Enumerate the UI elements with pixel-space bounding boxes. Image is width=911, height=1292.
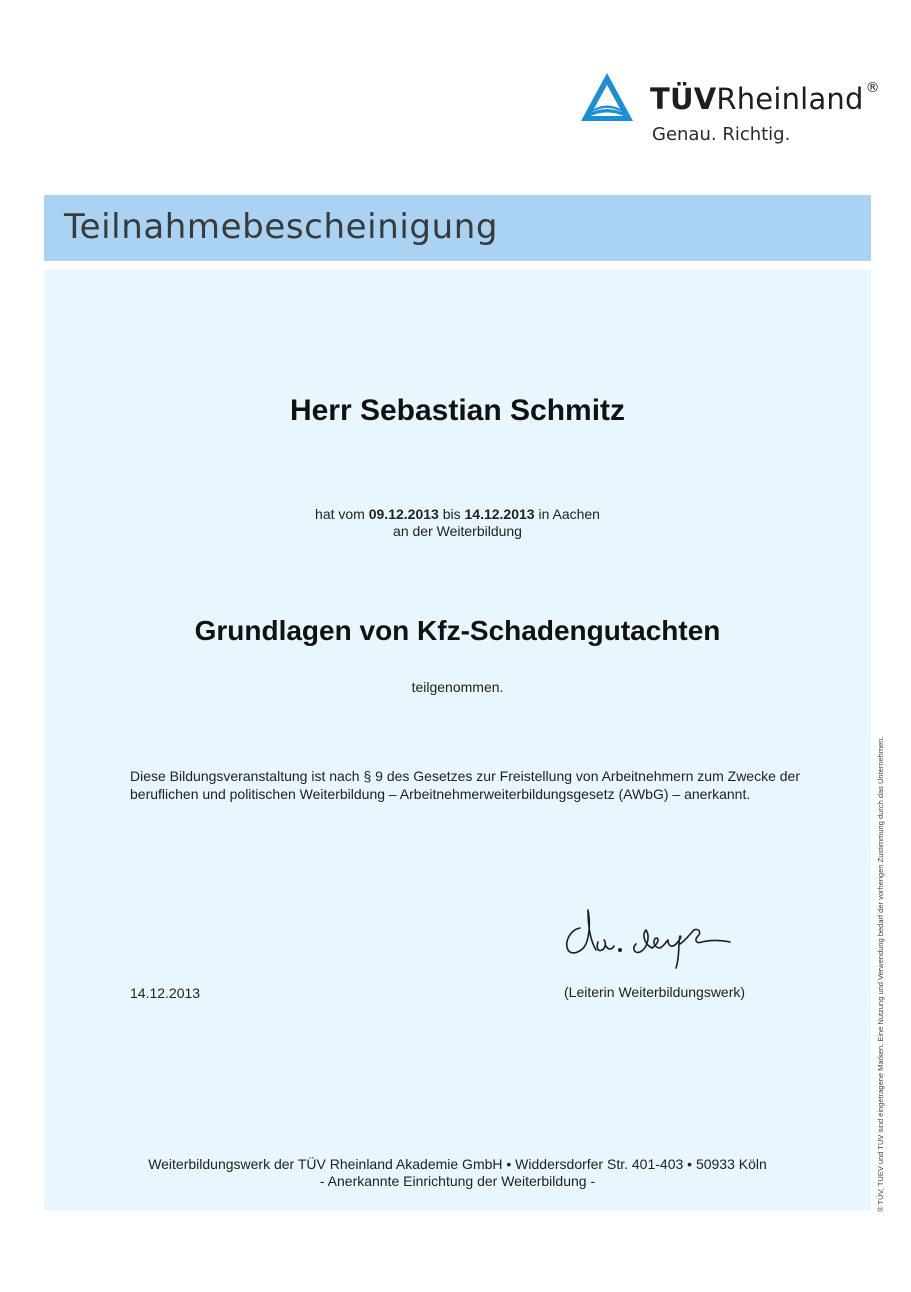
course-period	[44, 506, 871, 540]
brand-suffix: Rheinland	[716, 82, 864, 116]
legal-notice: Diese Bildungsveranstaltung ist nach § 9 des Gesetzes zur Freistellung von Arbeitnehmern zum Zwecke der beruflichen und politischen Weiterbildung – Arbeitnehmerweiterbildungsgesetz (AWbG) – anerkannt.	[130, 768, 801, 802]
signature-image	[552, 900, 752, 975]
brand-name	[650, 82, 880, 116]
period-line-2: an der Weiterbildung	[393, 523, 522, 539]
signatory-role: (Leiterin Weiterbildungswerk)	[564, 984, 746, 1000]
footer-line-2: - Anerkannte Einrichtung der Weiterbildung -	[319, 1173, 596, 1189]
footer-address	[44, 1156, 871, 1190]
participated-text: teilgenommen.	[411, 679, 504, 695]
recipient-name: Herr Sebastian Schmitz	[289, 394, 626, 427]
brand-prefix: TÜV	[650, 82, 717, 116]
trademark-side-note: ® TÜV, TUEV und TUV sind eingetragene Marken. Eine Nutzung und Verwendung bedarf der vorherigen Zustimmung durch das Unternehmen.	[876, 736, 885, 1212]
certificate-body	[44, 270, 871, 1210]
certificate-title: Teilnahmebescheinigung	[64, 207, 499, 247]
period-line-1	[44, 506, 871, 523]
period-text-1: hat vom	[315, 506, 369, 522]
course-title: Grundlagen von Kfz-Schadengutachten	[194, 615, 721, 646]
period-text-3: in Aachen	[534, 506, 600, 522]
start-date: 09.12.2013	[368, 506, 439, 522]
tuv-rheinland-logo	[578, 70, 878, 150]
footer-line-1: Weiterbildungswerk der TÜV Rheinland Akademie GmbH • Widdersdorfer Str. 401-403 • 50933 Köln	[148, 1156, 767, 1172]
title-band	[44, 195, 871, 261]
tuv-triangle-icon	[578, 70, 636, 124]
end-date: 14.12.2013	[464, 506, 535, 522]
issue-date: 14.12.2013	[130, 985, 201, 1001]
registered-mark: ®	[865, 80, 880, 96]
period-text-2: bis	[438, 506, 465, 522]
brand-slogan: Genau. Richtig.	[652, 124, 791, 145]
